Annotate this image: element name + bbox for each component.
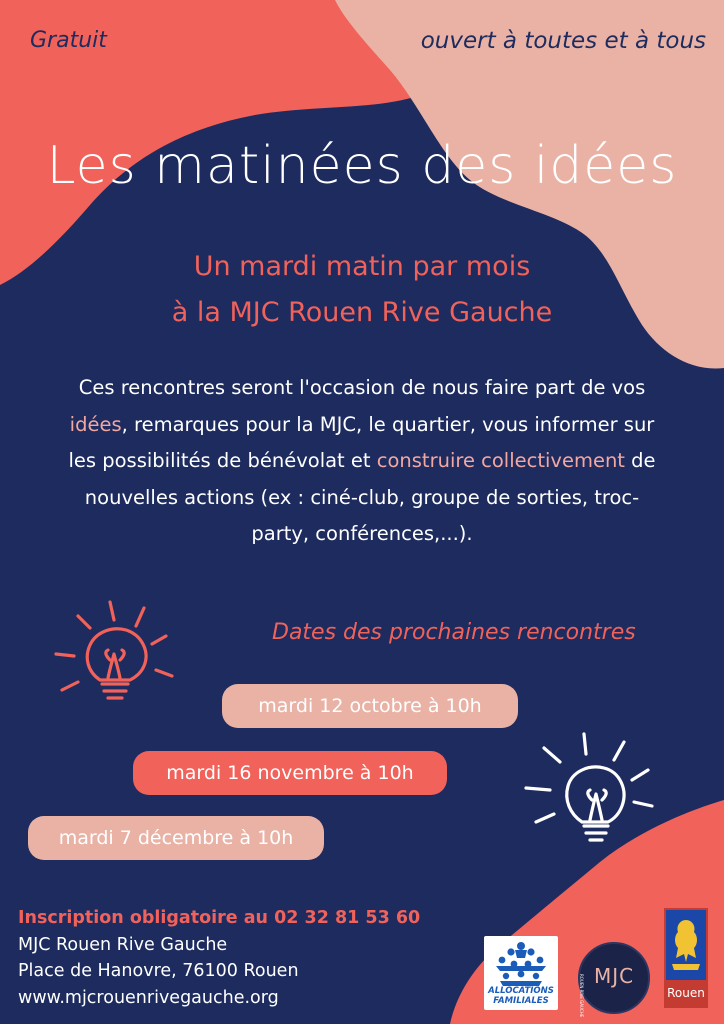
description-part-1: Ces rencontres seront l'occasion de nous faire part de vos [78, 376, 646, 399]
mjc-logo-small-text: ROUEN RIVE GAUCHE [579, 974, 584, 1018]
subtitle [0, 244, 724, 336]
rouen-emblem-icon [666, 912, 706, 978]
contact-address: Place de Hanovre, 76100 Rouen [18, 961, 299, 981]
description [60, 370, 664, 553]
caf-text-line-1: ALLOCATIONS [488, 986, 554, 996]
lightbulb-icon [520, 730, 660, 850]
registration-phone: Inscription obligatoire au 02 32 81 53 60 [18, 908, 421, 928]
contact-website[interactable]: www.mjcrouenrivegauche.org [18, 987, 279, 1008]
description-part-3: de nouvelles actions (ex : ciné-club, groupe de sorties, troc-party, conférences,...). [84, 449, 656, 545]
contact-name: MJC Rouen Rive Gauche [18, 934, 228, 955]
date-pill-1: mardi 12 octobre à 10h [222, 684, 518, 728]
rouen-logo [664, 908, 708, 1008]
dates-heading: Dates des prochaines rencontres [272, 620, 636, 645]
subtitle-line-1: Un mardi matin par mois [193, 251, 531, 282]
mjc-logo-letters: MJC [593, 964, 635, 988]
caf-text-line-2: FAMILIALES [493, 996, 549, 1006]
rouen-logo-label: Rouen [666, 980, 706, 1006]
free-tag: Gratuit [30, 28, 107, 53]
lightbulb-icon [48, 592, 188, 712]
date-pill-2: mardi 16 novembre à 10h [133, 751, 447, 795]
mjc-logo [578, 942, 650, 1018]
open-to-all-tag: ouvert à toutes et à tous [420, 28, 706, 54]
date-pill-3: mardi 7 décembre à 10h [28, 816, 324, 860]
caf-figures-icon [484, 938, 558, 988]
description-highlight-collective: construire collectivement [376, 449, 625, 472]
contact-block [18, 905, 420, 1011]
caf-logo [484, 936, 558, 1010]
description-highlight-ideas: idées [69, 412, 122, 436]
subtitle-line-2: à la MJC Rouen Rive Gauche [171, 297, 553, 328]
page-title: Les matinées des idées [46, 136, 678, 196]
description-part-2: , remarques pour la MJC, le quartier, vous informer sur les possibilités de bénévolat et [68, 412, 655, 472]
